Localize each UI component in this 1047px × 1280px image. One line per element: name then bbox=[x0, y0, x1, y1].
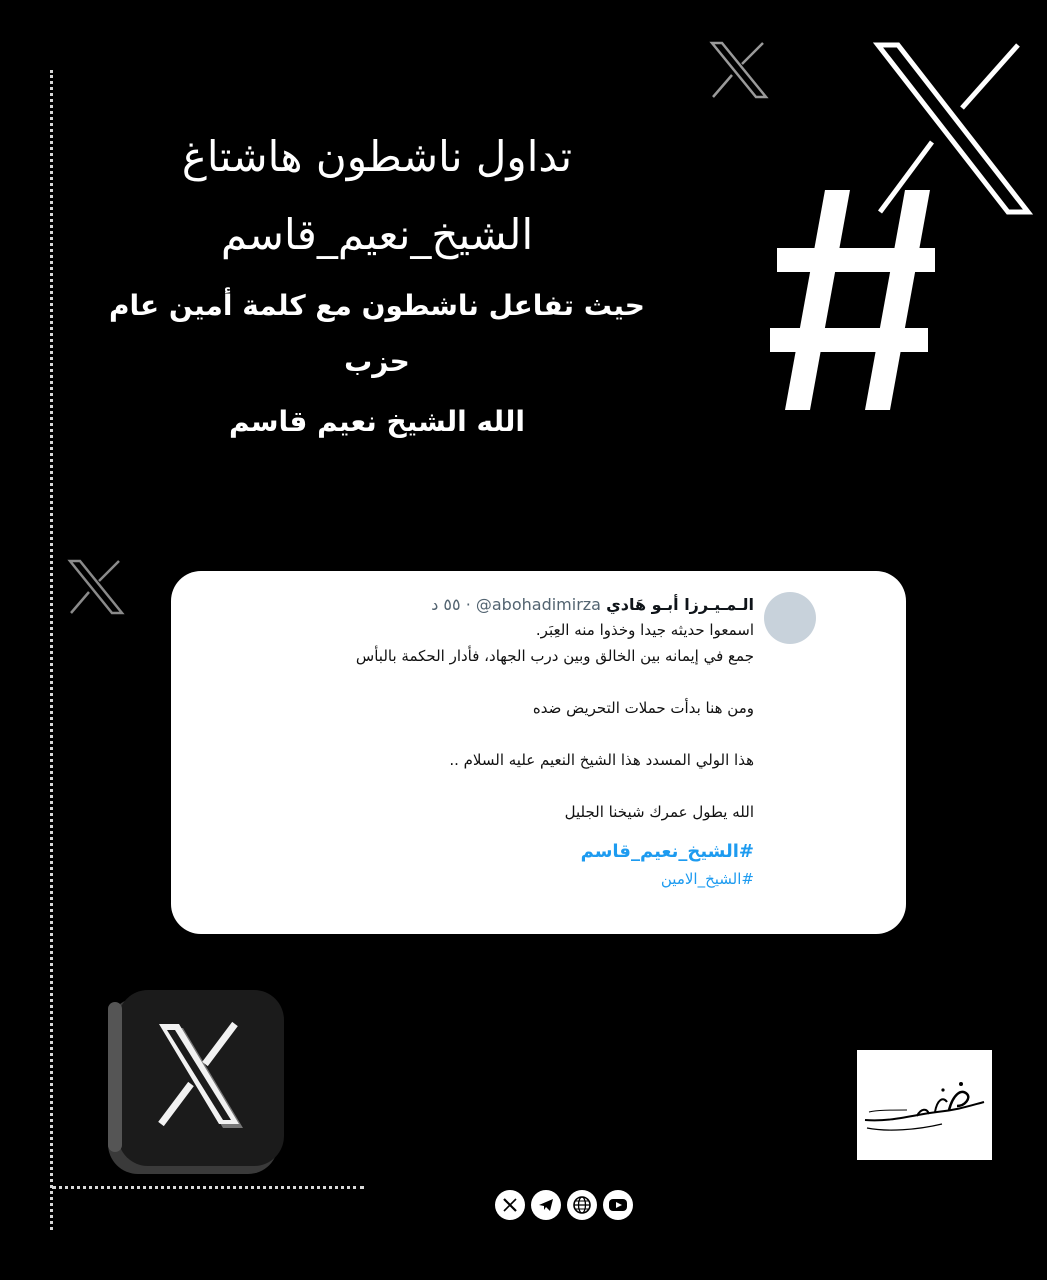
brand-logo bbox=[857, 1050, 992, 1160]
subtitle-line-2: الله الشيخ نعيم قاسم bbox=[228, 405, 526, 438]
hashtag-icon bbox=[765, 180, 940, 420]
x-logo-icon bbox=[66, 558, 126, 616]
x-logo-icon bbox=[708, 40, 770, 100]
youtube-icon[interactable] bbox=[603, 1190, 633, 1220]
tweet-line: هذا الولي المسدد هذا الشيخ النعيم عليه السلام .. bbox=[449, 751, 754, 769]
headline-line-1: تداول ناشطون هاشتاغ bbox=[181, 132, 573, 181]
avatar[interactable] bbox=[764, 592, 816, 644]
tweet-author[interactable]: الـمـيـرزا أبـو هَادي bbox=[606, 595, 754, 614]
globe-icon[interactable] bbox=[567, 1190, 597, 1220]
tweet-line: ومن هنا بدأت حملات التحريض ضده bbox=[532, 699, 754, 717]
social-icons-row bbox=[495, 1190, 633, 1220]
tweet-line: جمع في إيمانه بين الخالق وبين درب الجهاد، فأدار الحكمة بالبأس bbox=[355, 647, 754, 665]
tweet-line: اسمعوا حديثه جيدا وخذوا منه العِبَر. bbox=[535, 621, 754, 639]
hashtag-link[interactable]: #الشيخ_نعيم_قاسم bbox=[580, 841, 754, 862]
tweet-body bbox=[194, 593, 754, 891]
headline-line-2: الشيخ_نعيم_قاسم bbox=[220, 210, 534, 259]
x-icon[interactable] bbox=[495, 1190, 525, 1220]
headline-block bbox=[97, 118, 657, 450]
tweet-time[interactable]: ٥٥ د bbox=[431, 595, 461, 614]
telegram-icon[interactable] bbox=[531, 1190, 561, 1220]
hashtag-link[interactable]: #الشيخ_الامين bbox=[660, 870, 754, 888]
subtitle-line-1: حيث تفاعل ناشطون مع كلمة أمين عام حزب bbox=[109, 289, 645, 378]
tweet-header bbox=[194, 593, 754, 617]
horizontal-dotted-divider bbox=[52, 1186, 364, 1189]
tweet-card bbox=[171, 571, 906, 934]
vertical-dotted-divider bbox=[50, 70, 53, 1230]
tweet-line: الله يطول عمرك شيخنا الجليل bbox=[564, 803, 754, 821]
x-app-icon bbox=[104, 988, 286, 1176]
tweet-separator: · bbox=[465, 595, 471, 614]
tweet-handle[interactable]: @abohadimirza bbox=[475, 595, 601, 614]
